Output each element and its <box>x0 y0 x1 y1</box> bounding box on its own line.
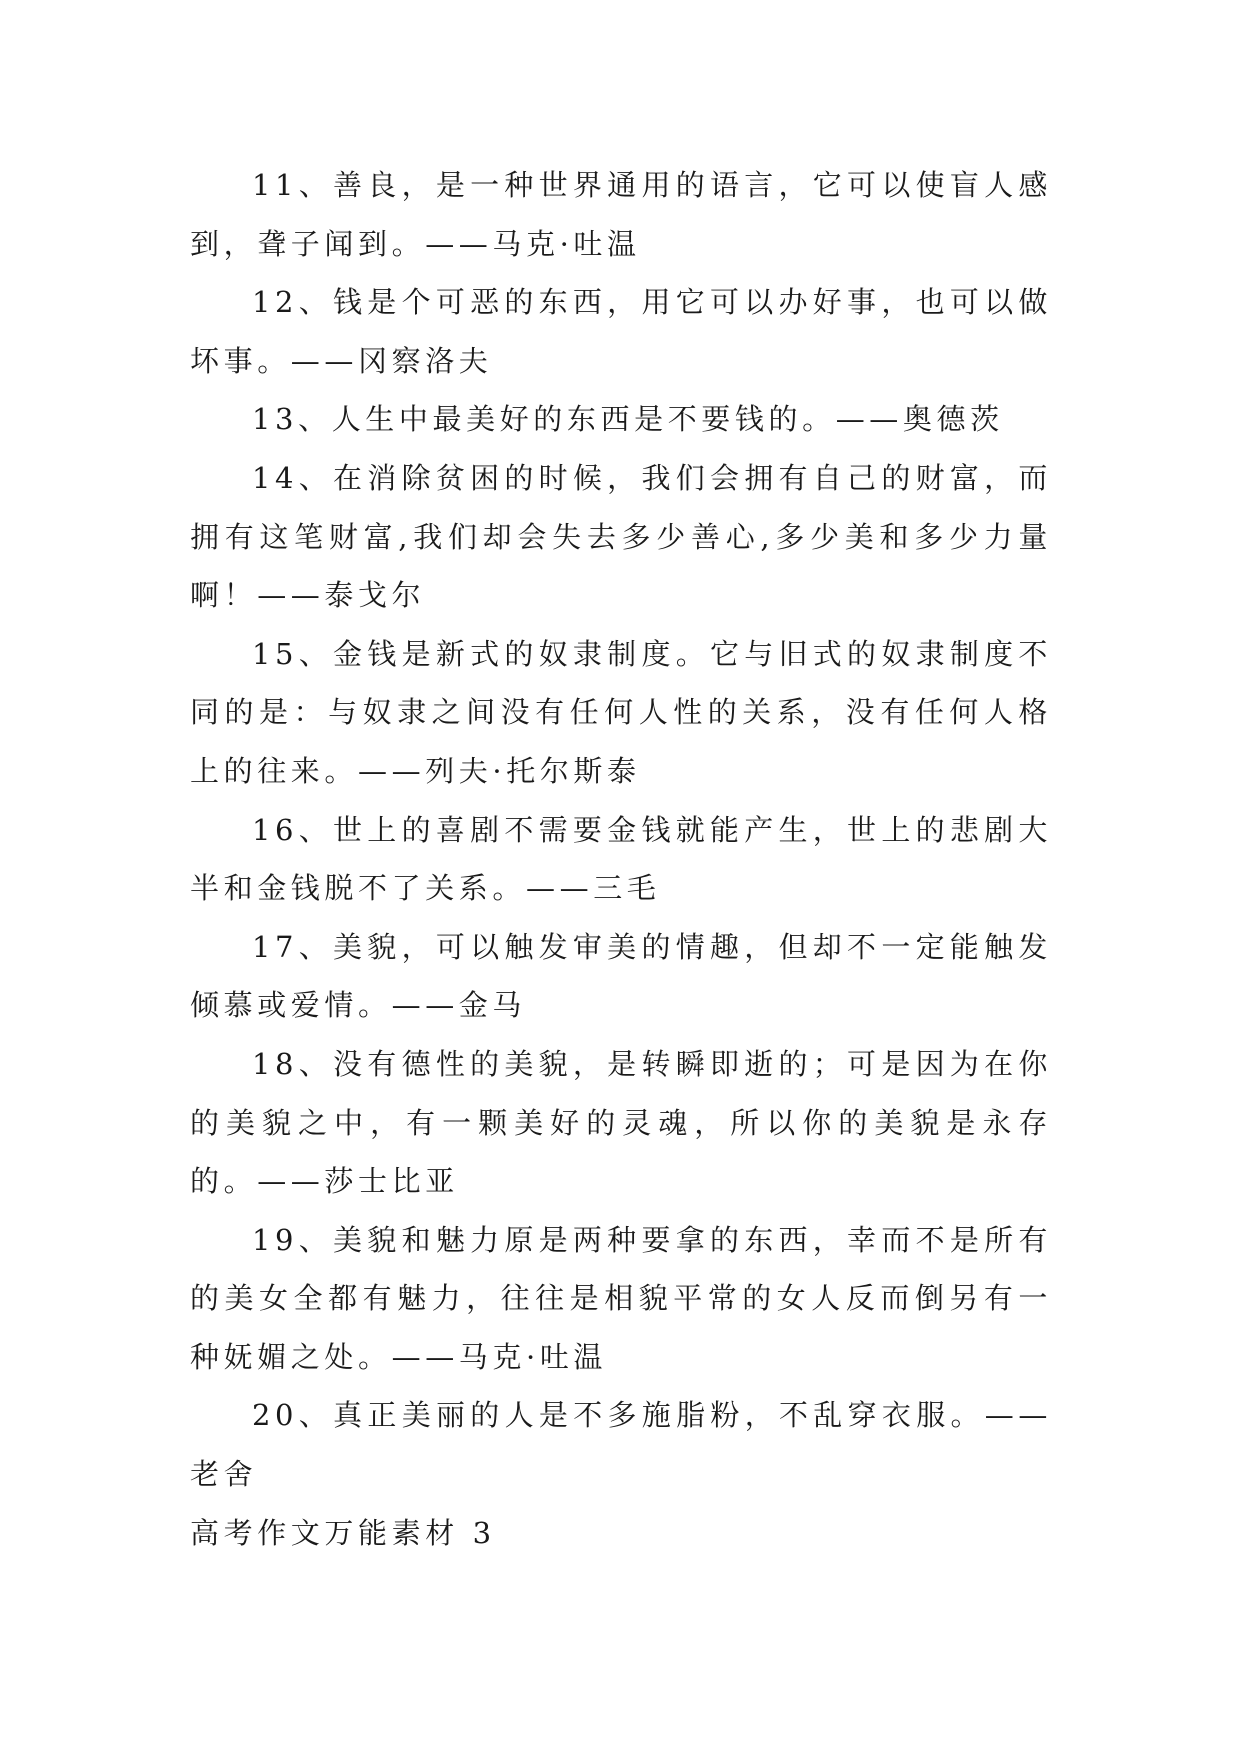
quote-paragraph-16: 16、世上的喜剧不需要金钱就能产生，世上的悲剧大半和金钱脱不了关系。——三毛 <box>190 812 1052 906</box>
quote-paragraph-20: 20、真正美丽的人是不多施脂粉，不乱穿衣服。——老舍 <box>190 1398 1052 1492</box>
quote-paragraph-18: 18、没有德性的美貌，是转瞬即逝的；可是因为在你的美貌之中，有一颗美好的灵魂，所以你的美貌是永存的。——莎士比亚 <box>190 1046 1052 1199</box>
quote-paragraph-13: 13、人生中最美好的东西是不要钱的。——奥德茨 <box>252 402 1004 437</box>
quote-paragraph-15: 15、金钱是新式的奴隶制度。它与旧式的奴隶制度不同的是：与奴隶之间没有任何人性的关系，没有任何人格上的往来。——列夫·托尔斯泰 <box>190 636 1052 788</box>
document-body <box>190 156 1052 1562</box>
quote-paragraph-14: 14、在消除贫困的时候，我们会拥有自己的财富，而拥有这笔财富,我们却会失去多少善心,多少美和多少力量啊！——泰戈尔 <box>190 460 1052 613</box>
quote-paragraph-12: 12、钱是个可恶的东西，用它可以办好事，也可以做坏事。——冈察洛夫 <box>190 285 1052 378</box>
section-heading: 高考作文万能素材 3 <box>190 1515 496 1550</box>
quote-paragraph-17: 17、美貌，可以触发审美的情趣，但却不一定能触发倾慕或爱情。——金马 <box>190 929 1052 1023</box>
quote-paragraph-11: 11、善良，是一种世界通用的语言，它可以使盲人感到，聋子闻到。——马克·吐温 <box>190 168 1052 261</box>
quote-paragraph-19: 19、美貌和魅力原是两种要拿的东西，幸而不是所有的美女全都有魅力，往往是相貌平常的女人反而倒另有一种妩媚之处。——马克·吐温 <box>190 1222 1052 1374</box>
